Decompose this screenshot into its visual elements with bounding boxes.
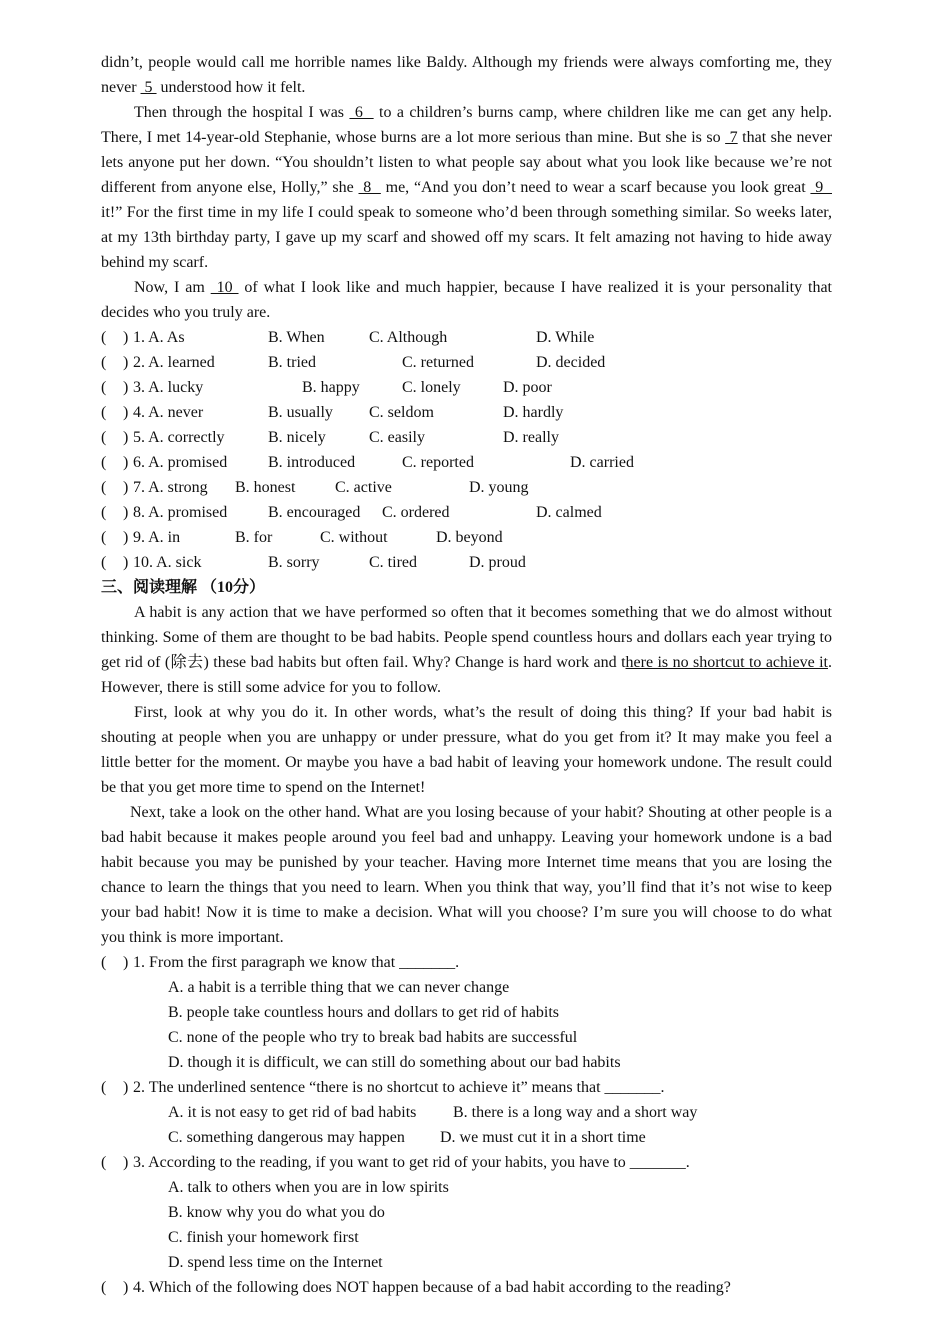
answer-paren-open[interactable]: (: [101, 1079, 107, 1096]
reading-paragraph: Next, take a look on the other hand. What are you losing because of your habit? Shouting at other people is a bad habit because it makes people around you feel bad and unhappy. Leaving your homework undone is a bad habit because you may be punished by your teacher. Having more Internet time means that you are losing the chance to learn the things that you need to learn. When you think that way, you’ll find that it’s not wise to keep your bad habit! Now it is time to make a decision. What will you choose? I’m sure you will choose to do what you think is more important.: [101, 804, 832, 946]
text: Then through the hospital I was: [134, 104, 350, 121]
option-a: 4. A. never: [133, 404, 204, 421]
option-a: 5. A. correctly: [133, 429, 225, 446]
answer-paren-open[interactable]: (: [101, 479, 107, 496]
option-c: C. returned: [402, 354, 474, 371]
option-a: 8. A. promised: [133, 504, 228, 521]
question-stem: 2. The underlined sentence “there is no shortcut to achieve it” means that _______.: [133, 1079, 665, 1096]
blank-6: 6: [349, 104, 374, 121]
text: Now, I am: [134, 279, 211, 296]
answer-paren-close: ): [123, 329, 129, 346]
blank-8: 8: [358, 179, 381, 196]
cloze-question-5: [101, 425, 832, 450]
text: to a children’s burns camp, where children like me can get any help. There, I met 14-year-old Stephanie, whose burns are a lot more serious than mine. But she is so: [101, 104, 833, 146]
option-b: B. honest: [235, 479, 296, 496]
option-d: D. decided: [536, 354, 606, 371]
option-b: B. there is a long way and a short way: [453, 1104, 698, 1121]
answer-paren-close: ): [123, 479, 129, 496]
cloze-paragraph: [101, 100, 832, 275]
answer-paren-open[interactable]: (: [101, 954, 107, 971]
option-c: C. active: [335, 479, 392, 496]
exam-page: [101, 50, 832, 1300]
answer-paren-open[interactable]: (: [101, 1154, 107, 1171]
answer-paren-close: ): [123, 1079, 129, 1096]
text: me, “And you don’t need to wear a scarf because you look great: [380, 179, 811, 196]
option-c: C. finish your homework first: [168, 1229, 359, 1246]
reading-question-4: [101, 1275, 832, 1300]
option-c: C. easily: [369, 429, 425, 446]
cloze-question-10: [101, 550, 832, 575]
answer-paren-close: ): [123, 354, 129, 371]
question-stem: 1. From the first paragraph we know that _______.: [133, 954, 460, 971]
reading-paragraph: [101, 600, 832, 700]
reading-question-2: [101, 1075, 832, 1100]
cloze-question-list: [101, 325, 832, 575]
option-d: D. proud: [469, 554, 526, 571]
blank-7: 7: [725, 129, 738, 146]
answer-paren-open[interactable]: (: [101, 529, 107, 546]
option-a: A. it is not easy to get rid of bad habits: [168, 1104, 417, 1121]
option-d: D. beyond: [436, 529, 503, 546]
text: didn’t, people would call me horrible names like Baldy. Although my friends were always comforting me, they never: [101, 54, 832, 96]
option-a: 10. A. sick: [133, 554, 202, 571]
option-c: C. lonely: [402, 379, 461, 396]
answer-paren-close: ): [123, 1154, 129, 1171]
option-d: D. though it is difficult, we can still do something about our bad habits: [168, 1054, 621, 1071]
blank-10: 10: [210, 279, 239, 296]
option-a: 6. A. promised: [133, 454, 228, 471]
text: understood how it felt.: [156, 79, 306, 96]
option-b: B. usually: [268, 404, 333, 421]
option-row: [101, 1100, 832, 1125]
answer-paren-close: ): [123, 1279, 129, 1296]
option-d: D. young: [469, 479, 529, 496]
answer-paren-close: ): [123, 554, 129, 571]
option-d: D. calmed: [536, 504, 602, 521]
section-heading: 三、阅读理解 （10分）: [101, 579, 266, 596]
text: it!” For the first time in my life I could speak to someone who’d been through something similar. So weeks later, at my 13th birthday party, I gave up my scarf and showed off my scars. It felt amazing not having to hide away behind my scarf.: [101, 204, 832, 271]
text: that she never lets anyone put her down. “You shouldn’t listen to what people say about what you look like because we’re not different from anyone else, Holly,” she: [101, 129, 833, 196]
question-stem: 3. According to the reading, if you want to get rid of your habits, you have to _______.: [133, 1154, 690, 1171]
text: of what I look like and much happier, because I have realized it is your personality that decides who you truly are.: [101, 279, 832, 321]
option-b: B. people take countless hours and dollars to get rid of habits: [168, 1004, 560, 1021]
answer-paren-open[interactable]: (: [101, 379, 107, 396]
option-d: D. poor: [503, 379, 552, 396]
option-a: A. talk to others when you are in low spirits: [168, 1179, 449, 1196]
answer-paren-close: ): [123, 529, 129, 546]
cloze-paragraph: [101, 50, 832, 100]
reading-question-3: [101, 1150, 832, 1175]
cloze-question-3: [101, 375, 832, 400]
option-b: B. When: [268, 329, 325, 346]
answer-paren-open[interactable]: (: [101, 404, 107, 421]
cloze-question-9: [101, 525, 832, 550]
option-c: C. tired: [369, 554, 417, 571]
reading-question-1: [101, 950, 832, 975]
option-d: D. carried: [570, 454, 634, 471]
reading-paragraph: First, look at why you do it. In other words, what’s the result of doing this thing? If your bad habit is shouting at people when you are unhappy or under pressure, what do you get from it? It may make you feel a little better for the moment. Or maybe you have a bad habit of leaving your homework undone. The result could be that you get more time to spend on the Internet!: [101, 704, 832, 796]
option-a: A. a habit is a terrible thing that we can never change: [168, 979, 510, 996]
option-b: B. introduced: [268, 454, 356, 471]
answer-paren-close: ): [123, 454, 129, 471]
option-c: C. ordered: [382, 504, 450, 521]
cloze-question-8: [101, 500, 832, 525]
answer-paren-open[interactable]: (: [101, 454, 107, 471]
option-d: D. spend less time on the Internet: [168, 1254, 383, 1271]
option-a: 3. A. lucky: [133, 379, 204, 396]
option-c: C. something dangerous may happen: [168, 1129, 405, 1146]
option-a: 2. A. learned: [133, 354, 215, 371]
option-row: [101, 1125, 832, 1150]
option-c: C. seldom: [369, 404, 434, 421]
option-c: C. none of the people who try to break bad habits are successful: [168, 1029, 578, 1046]
cloze-question-2: [101, 350, 832, 375]
answer-paren-open[interactable]: (: [101, 504, 107, 521]
option-b: B. nicely: [268, 429, 326, 446]
text: A habit is any action that we have performed so often that it becomes something that we do almost without thinking. Some of them are thought to be bad habits. People spend countless hours and dollars each year trying to get rid of (除去) these bad habits but often fail. Why? Change is hard work and t: [101, 604, 832, 671]
question-stem: 4. Which of the following does NOT happen because of a bad habit according to the reading?: [133, 1279, 731, 1296]
answer-paren-open[interactable]: (: [101, 429, 107, 446]
cloze-question-6: [101, 450, 832, 475]
option-a: 7. A. strong: [133, 479, 208, 496]
answer-paren-open[interactable]: (: [101, 1279, 107, 1296]
option-b: B. for: [235, 529, 273, 546]
answer-paren-close: ): [123, 954, 129, 971]
cloze-question-4: [101, 400, 832, 425]
answer-paren-close: ): [123, 404, 129, 421]
option-d: D. While: [536, 329, 595, 346]
answer-paren-open[interactable]: (: [101, 354, 107, 371]
option-d: D. we must cut it in a short time: [440, 1129, 646, 1146]
cloze-paragraph: [101, 275, 832, 325]
option-b: B. know why you do what you do: [168, 1204, 385, 1221]
option-a: 1. A. As: [133, 329, 185, 346]
answer-paren-close: ): [123, 504, 129, 521]
underlined-sentence: here is no shortcut to achieve it: [625, 654, 828, 671]
option-c: C. Although: [369, 329, 448, 346]
cloze-question-1: [101, 325, 832, 350]
answer-paren-close: ): [123, 379, 129, 396]
text: . However, there is still some advice for you to follow.: [101, 654, 832, 696]
option-c: C. reported: [402, 454, 474, 471]
option-b: B. encouraged: [268, 504, 361, 521]
option-a: 9. A. in: [133, 529, 181, 546]
option-d: D. hardly: [503, 404, 564, 421]
answer-paren-close: ): [123, 429, 129, 446]
option-b: B. happy: [302, 379, 360, 396]
option-c: C. without: [320, 529, 388, 546]
blank-9: 9: [810, 179, 832, 196]
answer-paren-open[interactable]: (: [101, 329, 107, 346]
answer-paren-open[interactable]: (: [101, 554, 107, 571]
option-d: D. really: [503, 429, 559, 446]
option-b: B. sorry: [268, 554, 320, 571]
blank-5: 5: [140, 79, 157, 96]
option-b: B. tried: [268, 354, 316, 371]
cloze-question-7: [101, 475, 832, 500]
